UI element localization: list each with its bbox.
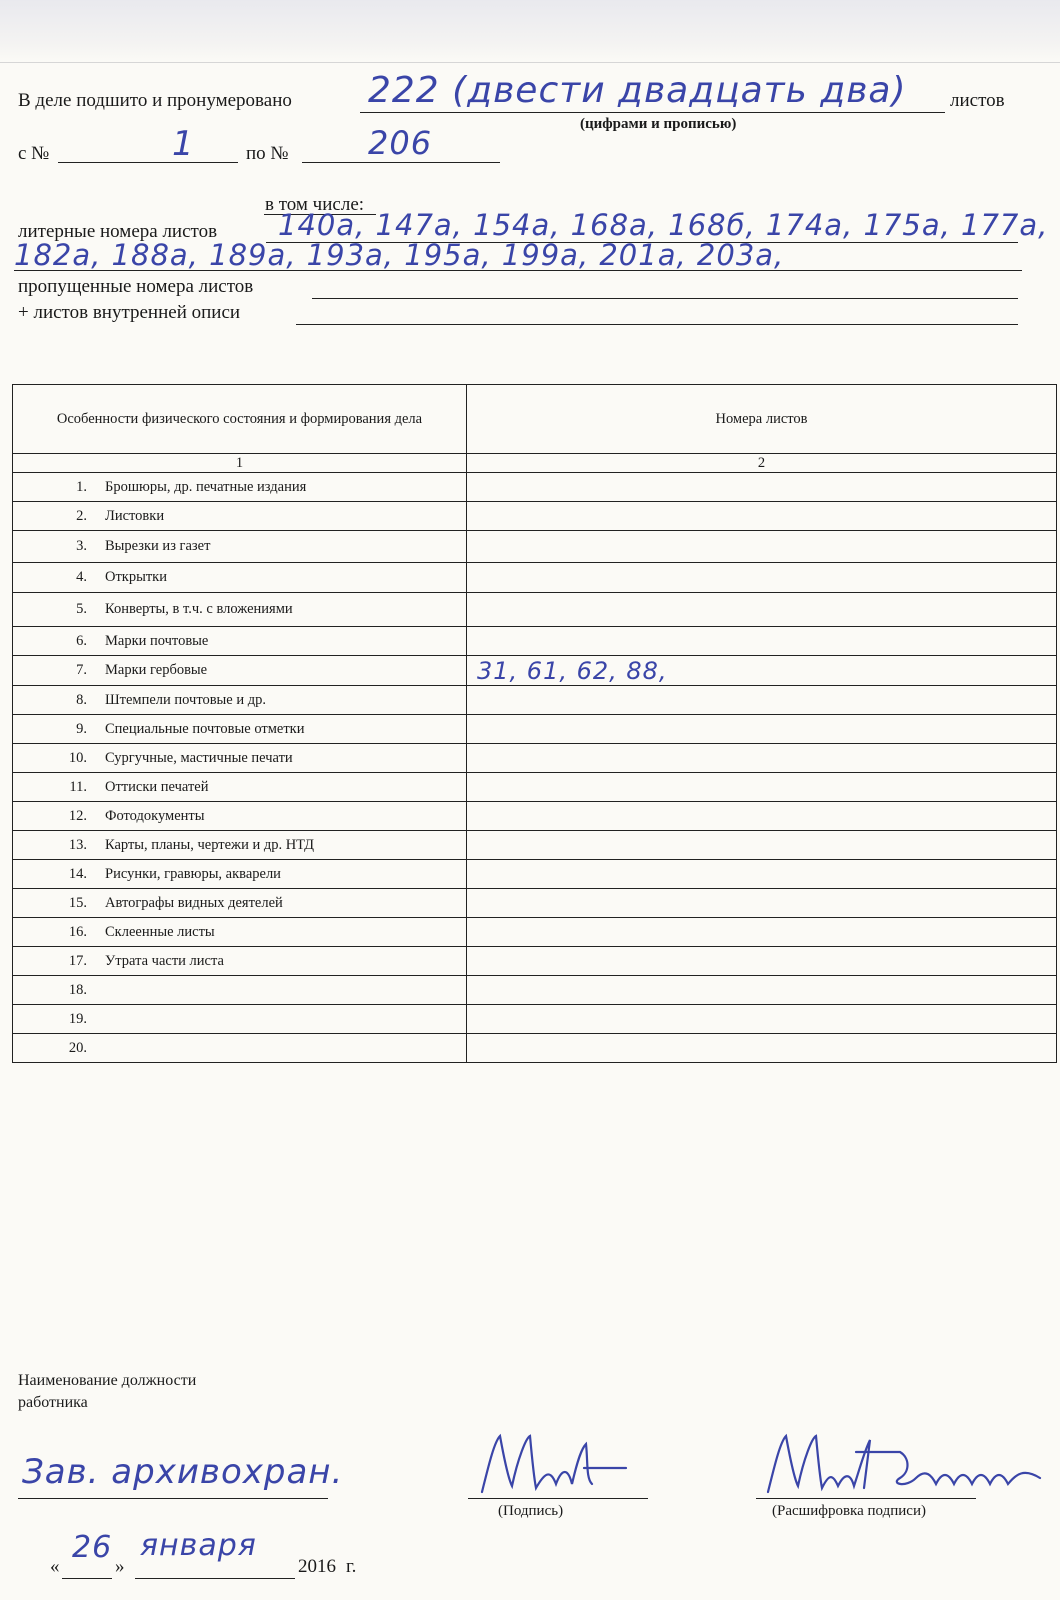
date-quote-open: « bbox=[50, 1556, 60, 1577]
row-label: Автографы видных деятелей bbox=[105, 894, 283, 911]
row-sheet-numbers-cell bbox=[467, 918, 1057, 947]
row-number: 2. bbox=[76, 507, 87, 524]
row-number: 15. bbox=[68, 894, 87, 911]
table-row bbox=[13, 889, 1057, 918]
signature-drawing bbox=[474, 1428, 634, 1500]
date-day: 26 bbox=[72, 1530, 113, 1565]
row-number: 4. bbox=[76, 569, 87, 585]
sheets-word: листов bbox=[950, 90, 1005, 111]
row-sheet-numbers bbox=[473, 918, 477, 946]
row-sheet-numbers bbox=[473, 502, 477, 530]
table-row bbox=[13, 502, 1057, 531]
missing-label: пропущенные номера листов bbox=[18, 276, 254, 297]
row-number: 16. bbox=[68, 923, 87, 940]
inventory-label: + листов внутренней описи bbox=[18, 302, 241, 323]
row-label: Специальные почтовые отметки bbox=[105, 720, 305, 737]
row-label: Склеенные листы bbox=[105, 923, 215, 940]
row-feature-cell bbox=[13, 802, 467, 831]
row-number: 17. bbox=[68, 952, 87, 969]
row-label: Штемпели почтовые и др. bbox=[105, 691, 267, 708]
table-row bbox=[13, 976, 1057, 1005]
table-row bbox=[13, 947, 1057, 976]
column-number-row bbox=[13, 454, 1057, 473]
table-row bbox=[13, 1034, 1057, 1063]
row-sheet-numbers-cell bbox=[467, 976, 1057, 1005]
date-year: 2016 bbox=[298, 1556, 336, 1577]
inventory-line bbox=[296, 324, 1018, 325]
row-sheet-numbers bbox=[473, 596, 477, 624]
col2-header: Номера листов bbox=[467, 385, 1057, 454]
row-feature-cell bbox=[13, 502, 467, 531]
row-feature-cell bbox=[13, 889, 467, 918]
row-sheet-numbers bbox=[473, 744, 477, 772]
row-number: 20. bbox=[68, 1039, 87, 1056]
row-sheet-numbers-cell bbox=[467, 773, 1057, 802]
row-number: 9. bbox=[76, 720, 87, 737]
row-feature-cell bbox=[13, 686, 467, 715]
date-day-line bbox=[62, 1578, 112, 1579]
table-row bbox=[13, 563, 1057, 593]
row-label: Сургучные, мастичные печати bbox=[105, 749, 293, 766]
row-label: Марки почтовые bbox=[105, 632, 209, 649]
literal-value-2: 182а, 188а, 189а, 193а, 195а, 199а, 201а, 203а, bbox=[14, 238, 785, 272]
stitched-value: 222 (двести двадцать два) bbox=[368, 70, 907, 111]
row-label: Марки гербовые bbox=[105, 662, 208, 678]
table-row bbox=[13, 656, 1057, 686]
row-feature-cell bbox=[13, 831, 467, 860]
row-sheet-numbers bbox=[473, 715, 477, 743]
row-sheet-numbers-cell bbox=[467, 889, 1057, 918]
table-row bbox=[13, 473, 1057, 502]
row-feature-cell bbox=[13, 531, 467, 563]
signature-caption: (Подпись) bbox=[498, 1503, 564, 1519]
decode-handwriting bbox=[760, 1428, 1050, 1500]
position-line bbox=[18, 1498, 328, 1499]
row-sheet-numbers-cell bbox=[467, 1005, 1057, 1034]
row-number: 18. bbox=[68, 981, 87, 998]
table-row bbox=[13, 531, 1057, 563]
row-feature-cell bbox=[13, 918, 467, 947]
row-sheet-numbers-cell bbox=[467, 802, 1057, 831]
stitched-label: В деле подшито и пронумеровано bbox=[18, 90, 292, 111]
to-label: по № bbox=[246, 143, 289, 164]
row-feature-cell bbox=[13, 593, 467, 627]
stitched-line bbox=[360, 112, 945, 113]
literal-value-1: 140а, 147а, 154а, 168а, 168б, 174а, 175а, 177а, bbox=[278, 208, 1049, 242]
table-row bbox=[13, 860, 1057, 889]
date-month-line bbox=[135, 1578, 295, 1579]
row-sheet-numbers: 31, 61, 62, 88, bbox=[477, 656, 668, 685]
row-feature-cell bbox=[13, 715, 467, 744]
previous-page-strip bbox=[0, 0, 1060, 63]
physical-state-table bbox=[12, 384, 1057, 1063]
row-feature-cell bbox=[13, 947, 467, 976]
row-label: Утрата части листа bbox=[105, 952, 224, 969]
row-sheet-numbers-cell bbox=[467, 473, 1057, 502]
row-number: 11. bbox=[69, 778, 87, 795]
row-number: 6. bbox=[76, 632, 87, 649]
row-sheet-numbers bbox=[473, 860, 477, 888]
row-label: Конверты, в т.ч. с вложениями bbox=[105, 601, 293, 617]
row-sheet-numbers bbox=[473, 1005, 477, 1033]
row-sheet-numbers bbox=[473, 533, 477, 561]
from-value: 1 bbox=[172, 124, 195, 164]
row-feature-cell bbox=[13, 744, 467, 773]
row-number: 1. bbox=[76, 478, 87, 495]
table-row bbox=[13, 773, 1057, 802]
row-label: Рисунки, гравюры, акварели bbox=[105, 865, 281, 882]
col1-number: 1 bbox=[13, 454, 467, 473]
table-row bbox=[13, 744, 1057, 773]
row-feature-cell bbox=[13, 656, 467, 686]
row-sheet-numbers bbox=[473, 627, 477, 655]
including-label: в том числе: bbox=[265, 194, 365, 215]
row-label: Фотодокументы bbox=[105, 807, 205, 824]
row-sheet-numbers-cell bbox=[467, 531, 1057, 563]
row-feature-cell bbox=[13, 773, 467, 802]
row-number: 8. bbox=[76, 691, 87, 708]
date-suffix: г. bbox=[346, 1556, 357, 1577]
row-sheet-numbers bbox=[473, 889, 477, 917]
row-number: 3. bbox=[76, 538, 87, 554]
row-feature-cell bbox=[13, 860, 467, 889]
table-row bbox=[13, 802, 1057, 831]
row-sheet-numbers-cell bbox=[467, 947, 1057, 976]
row-feature-cell bbox=[13, 976, 467, 1005]
row-number: 13. bbox=[68, 836, 87, 853]
row-number: 5. bbox=[76, 601, 87, 617]
position-label: Наименование должности bbox=[18, 1372, 197, 1389]
row-sheet-numbers bbox=[473, 976, 477, 1004]
row-number: 12. bbox=[68, 807, 87, 824]
row-sheet-numbers-cell bbox=[467, 563, 1057, 593]
row-sheet-numbers-cell bbox=[467, 593, 1057, 627]
from-line bbox=[58, 162, 238, 163]
row-sheet-numbers bbox=[473, 686, 477, 714]
table-row bbox=[13, 918, 1057, 947]
row-label: Вырезки из газет bbox=[105, 538, 211, 554]
digits-hint: (цифрами и прописью) bbox=[580, 116, 737, 132]
row-sheet-numbers bbox=[473, 564, 477, 592]
table-row bbox=[13, 593, 1057, 627]
decode-caption: (Расшифровка подписи) bbox=[772, 1503, 926, 1519]
row-sheet-numbers-cell bbox=[467, 502, 1057, 531]
row-label: Брошюры, др. печатные издания bbox=[105, 478, 307, 495]
position-label-2: работника bbox=[18, 1394, 88, 1411]
literal-label: литерные номера листов bbox=[18, 221, 218, 242]
missing-line bbox=[312, 298, 1018, 299]
table-row bbox=[13, 1005, 1057, 1034]
col1-header: Особенности физического состояния и формирования дела bbox=[13, 385, 467, 454]
row-sheet-numbers-cell bbox=[467, 1034, 1057, 1063]
row-sheet-numbers-cell bbox=[467, 686, 1057, 715]
row-sheet-numbers bbox=[473, 947, 477, 975]
row-sheet-numbers-cell bbox=[467, 744, 1057, 773]
row-sheet-numbers-cell bbox=[467, 860, 1057, 889]
row-number: 14. bbox=[68, 865, 87, 882]
table-header-row bbox=[13, 385, 1057, 454]
col2-number: 2 bbox=[467, 454, 1057, 473]
row-label: Листовки bbox=[105, 507, 165, 524]
to-value: 206 bbox=[368, 124, 433, 162]
row-feature-cell bbox=[13, 1034, 467, 1063]
row-number: 10. bbox=[68, 749, 87, 766]
row-sheet-numbers bbox=[473, 802, 477, 830]
row-feature-cell bbox=[13, 473, 467, 502]
row-label: Открытки bbox=[105, 569, 167, 585]
row-sheet-numbers-cell bbox=[467, 656, 1057, 686]
table-row bbox=[13, 831, 1057, 860]
date-month: января bbox=[140, 1528, 257, 1563]
row-label: Карты, планы, чертежи и др. НТД bbox=[105, 836, 315, 853]
row-label: Оттиски печатей bbox=[105, 778, 209, 795]
row-feature-cell bbox=[13, 563, 467, 593]
row-sheet-numbers bbox=[473, 773, 477, 801]
row-sheet-numbers bbox=[473, 831, 477, 859]
date-quote-close: » bbox=[115, 1556, 125, 1577]
table-row bbox=[13, 627, 1057, 656]
row-feature-cell bbox=[13, 627, 467, 656]
row-number: 7. bbox=[76, 662, 87, 678]
row-sheet-numbers-cell bbox=[467, 627, 1057, 656]
row-sheet-numbers-cell bbox=[467, 715, 1057, 744]
table-row bbox=[13, 715, 1057, 744]
row-sheet-numbers-cell bbox=[467, 831, 1057, 860]
row-number: 19. bbox=[68, 1010, 87, 1027]
row-feature-cell bbox=[13, 1005, 467, 1034]
table-row bbox=[13, 686, 1057, 715]
row-sheet-numbers bbox=[473, 1034, 477, 1062]
to-line bbox=[302, 162, 500, 163]
position-value: Зав. архивохран. bbox=[22, 1452, 344, 1492]
from-label: с № bbox=[18, 143, 50, 164]
row-sheet-numbers bbox=[473, 473, 477, 501]
